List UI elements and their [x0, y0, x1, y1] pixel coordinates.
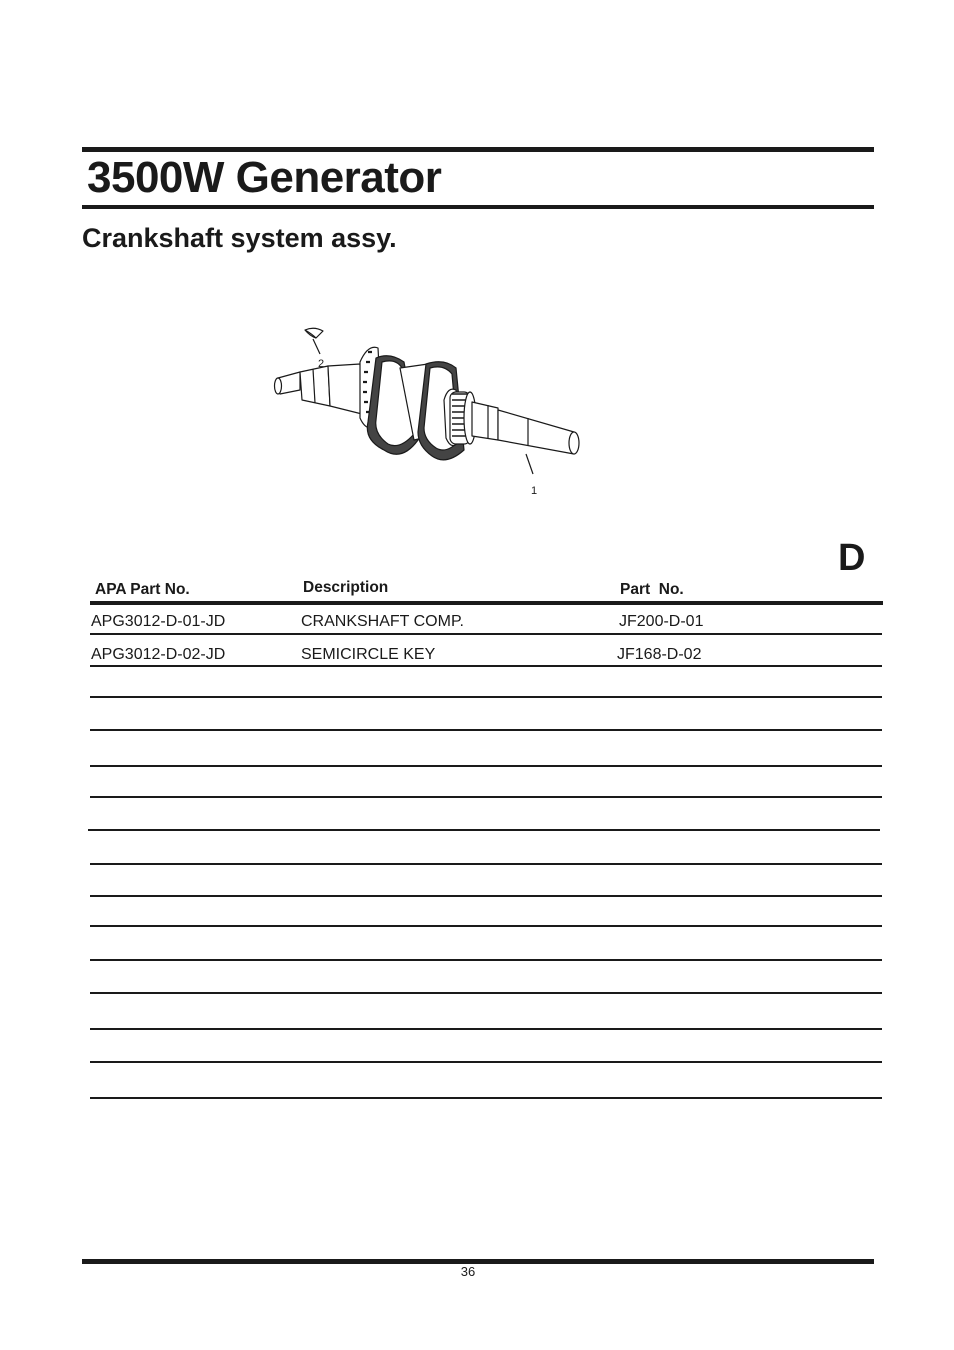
- title-bottom-rule: [82, 205, 874, 209]
- row-divider: [90, 1061, 882, 1063]
- row-divider: [90, 665, 882, 667]
- part-no-cell: JF200-D-01: [619, 613, 704, 630]
- section-subtitle: Crankshaft system assy.: [82, 223, 397, 253]
- column-header-description: Description: [303, 579, 389, 596]
- row-divider: [90, 895, 882, 897]
- row-divider: [88, 829, 880, 831]
- row-divider: [90, 729, 882, 731]
- row-divider: [90, 863, 882, 865]
- description-cell: CRANKSHAFT COMP.: [301, 613, 464, 630]
- row-divider: [90, 696, 882, 698]
- crankshaft-diagram: [268, 322, 588, 502]
- row-divider: [90, 959, 882, 961]
- callout-leader-2: [313, 339, 320, 354]
- crankshaft-left-shaft: [275, 364, 363, 414]
- description-cell: SEMICIRCLE KEY: [301, 646, 436, 663]
- crankshaft-right-shaft: [472, 402, 579, 454]
- row-divider: [90, 925, 882, 927]
- row-divider: [90, 1097, 882, 1099]
- part-no-cell: JF168-D-02: [617, 646, 702, 663]
- ring-gear: [444, 389, 476, 445]
- row-divider: [90, 992, 882, 994]
- column-header-apa-part-no: APA Part No.: [95, 581, 190, 598]
- table-header-rule: [90, 601, 883, 605]
- page-title: 3500W Generator: [87, 153, 442, 202]
- row-divider: [90, 1028, 882, 1030]
- section-letter: D: [838, 537, 866, 579]
- callout-label-2: 2: [318, 358, 325, 370]
- row-divider: [90, 633, 882, 635]
- row-divider: [90, 796, 882, 798]
- callout-label-1: 1: [531, 485, 538, 497]
- apa-part-no-cell: APG3012-D-02-JD: [91, 646, 226, 663]
- apa-part-no-cell: APG3012-D-01-JD: [91, 613, 226, 630]
- page-number: 36: [460, 1264, 476, 1279]
- column-header-part-no: Part No.: [620, 581, 684, 598]
- callout-leader-1: [526, 454, 533, 474]
- row-divider: [90, 765, 882, 767]
- semicircle-key-part: [305, 328, 323, 338]
